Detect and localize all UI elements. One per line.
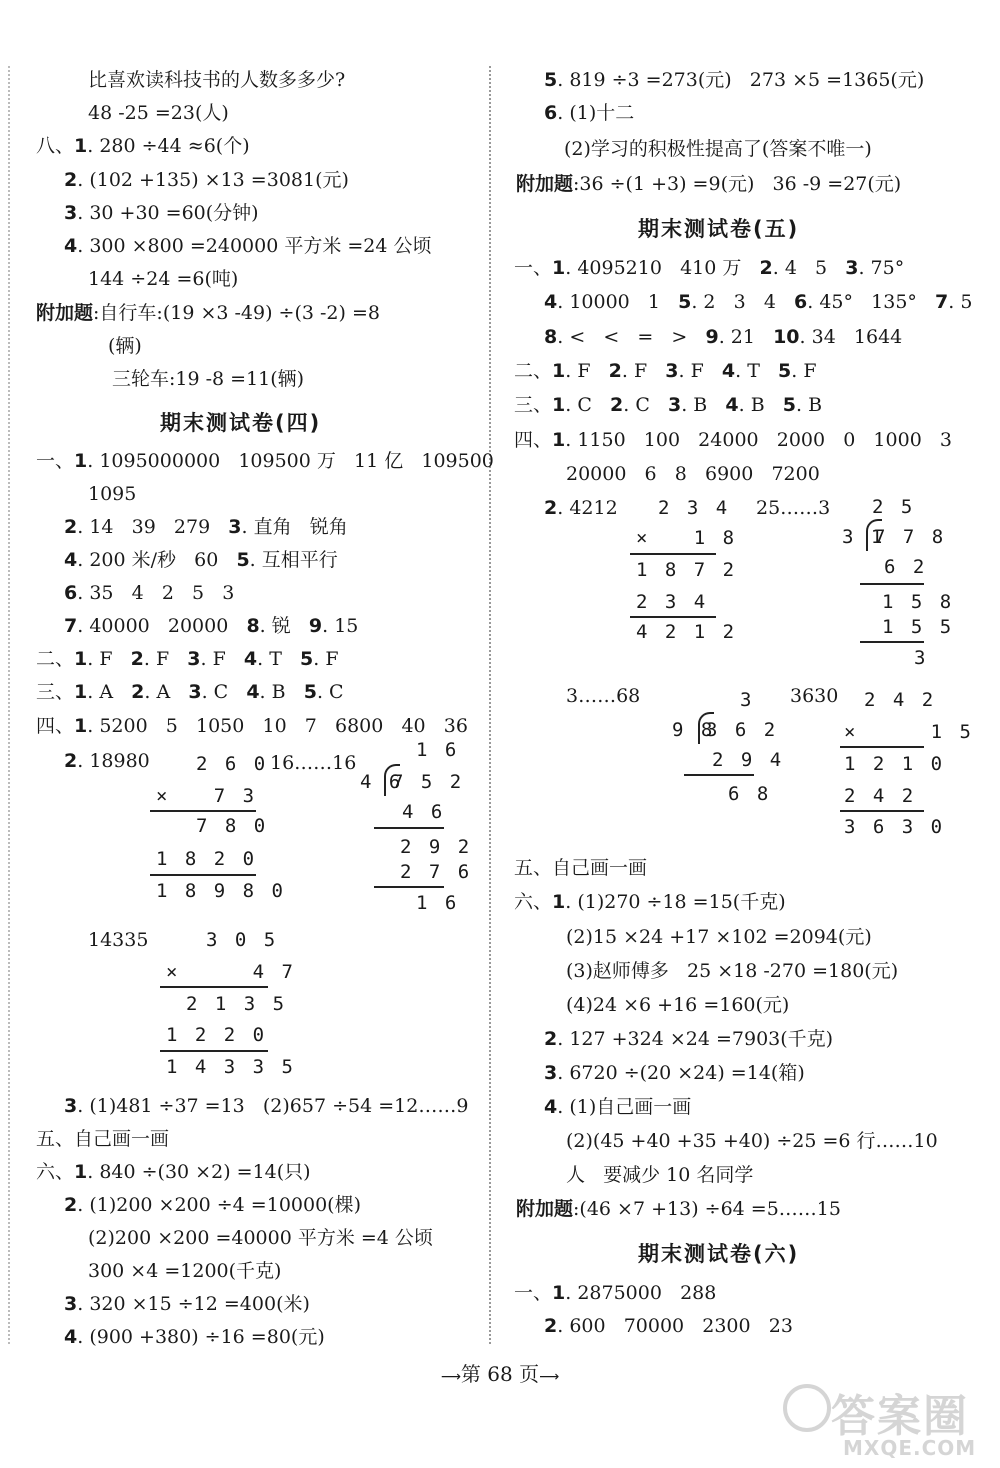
watermark-ring-icon bbox=[783, 1384, 831, 1432]
arrow-icon: ⟶ bbox=[539, 1369, 560, 1385]
text-line: 20000 6 8 6900 7200 bbox=[566, 463, 820, 485]
text-line: (4)24 ×6 +16 =160(元) bbox=[566, 994, 790, 1016]
text-line: 2. 18980 bbox=[64, 750, 150, 772]
section-title: 期末测试卷(五) bbox=[638, 217, 800, 241]
calc-row: 2 7 6 bbox=[400, 861, 473, 883]
calc-row: 4 6 bbox=[402, 801, 446, 823]
calc-row: 1 8 2 0 bbox=[156, 848, 258, 870]
text-line: 附加题:36 ÷(1 +3) =9(元) 36 -9 =27(元) bbox=[516, 173, 902, 195]
text-line: 2. (1)200 ×200 ÷4 =10000(棵) bbox=[64, 1194, 361, 1216]
calc-divisor: 4 6 bbox=[360, 771, 404, 793]
text-line: 人 要减少 10 名同学 bbox=[566, 1164, 754, 1186]
text-line: 4. (900 +380) ÷16 =80(元) bbox=[64, 1326, 325, 1348]
calc-bar bbox=[150, 810, 256, 812]
calc-row: 1 8 9 8 0 bbox=[156, 880, 286, 902]
watermark-logo bbox=[783, 1380, 988, 1462]
product-label: 14335 bbox=[88, 929, 149, 951]
text-line: 8. < < = > 9. 21 10. 34 1644 bbox=[544, 326, 903, 348]
calc-quotient: 1 6 bbox=[416, 739, 460, 761]
calc-bar bbox=[840, 746, 924, 748]
calc-row: 2 9 2 bbox=[400, 836, 473, 858]
calc-divisor: 9 8 bbox=[672, 719, 716, 741]
calc-row: 6 8 bbox=[728, 783, 772, 805]
text-line: 3. 6720 ÷(20 ×24) =14(箱) bbox=[544, 1062, 805, 1084]
text-line: (3)赵师傅多 25 ×18 -270 =180(元) bbox=[566, 960, 899, 982]
text-line: 2. 4212 bbox=[544, 497, 618, 519]
text-line: 2. 14 39 279 3. 直角 锐角 bbox=[64, 516, 348, 538]
watermark-text: 答案圈 bbox=[831, 1391, 969, 1442]
text-line: 一、1. 4095210 410 万 2. 4 5 3. 75° bbox=[514, 257, 905, 279]
calc-row: 1 5 8 bbox=[882, 591, 955, 613]
text-line: 比喜欢读科技书的人数多多少? bbox=[88, 69, 346, 91]
text-line: (2)15 ×24 +17 ×102 =2094(元) bbox=[566, 926, 872, 948]
text-line: 2. (102 +135) ×13 =3081(元) bbox=[64, 169, 349, 191]
calc-row: 3 bbox=[914, 647, 929, 669]
text-line: 二、1. F 2. F 3. F 4. T 5. F bbox=[36, 648, 339, 670]
calc-row: 2 6 0 bbox=[196, 753, 269, 775]
arrow-icon: ⟶ bbox=[440, 1369, 461, 1385]
division-result-label: 25……3 bbox=[756, 497, 831, 519]
calc-row: 3 0 5 bbox=[206, 929, 279, 951]
text-line: 四、1. 1150 100 24000 2000 0 1000 3 bbox=[514, 429, 952, 451]
text-line: 6. 35 4 2 5 3 bbox=[64, 582, 235, 604]
text-line: 4. (1)自己画一画 bbox=[544, 1096, 692, 1118]
text-line: 300 ×4 =1200(千克) bbox=[88, 1260, 282, 1282]
calc-bar bbox=[150, 874, 256, 876]
calc-bar bbox=[684, 774, 754, 776]
calc-row: × 4 7 bbox=[166, 961, 296, 983]
text-line: 2. 127 +324 ×24 =7903(千克) bbox=[544, 1028, 834, 1050]
text-line: 4. 200 米/秒 60 5. 互相平行 bbox=[64, 549, 338, 571]
text-line: (2)200 ×200 =40000 平方米 =4 公顷 bbox=[88, 1227, 433, 1249]
text-line: 144 ÷24 =6(吨) bbox=[88, 268, 239, 290]
text-line: 一、1. 2875000 288 bbox=[514, 1282, 717, 1304]
calc-row: 2 4 2 bbox=[864, 689, 937, 711]
text-line: 4. 10000 1 5. 2 3 4 6. 45° 135° 7. 5 bbox=[544, 291, 973, 313]
calc-row: 1 2 1 0 bbox=[844, 753, 946, 775]
text-line: 6. (1)十二 bbox=[544, 102, 635, 124]
left-edge-line bbox=[8, 66, 10, 1344]
text-line: 五、自己画一画 bbox=[36, 1128, 170, 1150]
text-line: (2)学习的积极性提高了(答案不唯一) bbox=[564, 138, 872, 160]
calc-row: 7 8 0 bbox=[196, 815, 269, 837]
calc-row: 3 6 3 0 bbox=[844, 816, 946, 838]
calc-row: 1 4 3 3 5 bbox=[166, 1056, 296, 1078]
text-line: 六、1. 840 ÷(30 ×2) =14(只) bbox=[36, 1161, 311, 1183]
calc-row: 1 8 7 2 bbox=[636, 559, 738, 581]
calc-row: 1 2 2 0 bbox=[166, 1024, 268, 1046]
calc-row: × 1 5 bbox=[844, 721, 974, 743]
text-line: (2)(45 +40 +35 +40) ÷25 =6 行……10 bbox=[566, 1130, 938, 1152]
calc-row: × 1 8 bbox=[636, 527, 738, 549]
calc-row: 1 6 bbox=[416, 892, 460, 914]
text-line: 7. 40000 20000 8. 锐 9. 15 bbox=[64, 615, 359, 637]
text-line: 附加题:(46 ×7 +13) ÷64 =5……15 bbox=[516, 1198, 841, 1220]
text-line: (辆) bbox=[108, 335, 142, 357]
section-title: 期末测试卷(四) bbox=[160, 411, 322, 435]
text-line: 3. 30 +30 =60(分钟) bbox=[64, 202, 259, 224]
calc-bar bbox=[630, 616, 716, 618]
calc-bar bbox=[860, 641, 924, 643]
text-line: 五、自己画一画 bbox=[514, 857, 648, 879]
calc-row: 6 2 bbox=[884, 556, 928, 578]
text-line: 二、1. F 2. F 3. F 4. T 5. F bbox=[514, 360, 817, 382]
text-line: 3. 320 ×15 ÷12 =400(米) bbox=[64, 1293, 310, 1315]
text-line: 2. 600 70000 2300 23 bbox=[544, 1315, 793, 1337]
division-result-label: 16……16 bbox=[270, 752, 357, 774]
calc-bar bbox=[374, 827, 444, 829]
calc-row: 2 1 3 5 bbox=[186, 993, 288, 1015]
calc-bar bbox=[160, 1050, 268, 1052]
calc-row: 2 9 4 bbox=[712, 749, 785, 771]
calc-row: 4 2 1 2 bbox=[636, 621, 738, 643]
calc-bar bbox=[630, 553, 716, 555]
text-line: 一、1. 1095000000 109500 万 11 亿 109500 bbox=[36, 450, 494, 472]
text-line: 4. 300 ×800 =240000 平方米 =24 公顷 bbox=[64, 235, 432, 257]
calc-quotient: 2 5 bbox=[872, 496, 916, 518]
text-line: 附加题:自行车:(19 ×3 -49) ÷(3 -2) =8 bbox=[36, 302, 380, 324]
product-label: 3630 bbox=[790, 685, 839, 707]
column-divider bbox=[489, 66, 491, 1344]
text-line: 四、1. 5200 5 1050 10 7 6800 40 36 bbox=[36, 715, 468, 737]
calc-dividend: 3 6 2 bbox=[706, 719, 779, 741]
calc-bar bbox=[840, 810, 924, 812]
watermark-url: MXQE.COM bbox=[843, 1436, 977, 1460]
page-number: ⟶第 68 页⟶ bbox=[440, 1362, 560, 1386]
text-line: 三、1. C 2. C 3. B 4. B 5. B bbox=[514, 394, 823, 416]
calc-bar bbox=[160, 986, 268, 988]
calc-row: 2 4 2 bbox=[844, 785, 917, 807]
text-line: 三、1. A 2. A 3. C 4. B 5. C bbox=[36, 681, 344, 703]
text-line: 六、1. (1)270 ÷18 =15(千克) bbox=[514, 891, 786, 913]
calc-row: 2 3 4 bbox=[636, 591, 709, 613]
text-line: 5. 819 ÷3 =273(元) 273 ×5 =1365(元) bbox=[544, 69, 925, 91]
calc-quotient: 3 bbox=[740, 689, 755, 711]
calc-row: × 7 3 bbox=[156, 785, 258, 807]
division-result-label: 3……68 bbox=[566, 685, 641, 707]
calc-dividend: 7 7 8 bbox=[874, 526, 947, 548]
text-line: 八、1. 280 ÷44 ≈6(个) bbox=[36, 135, 250, 157]
calc-bar bbox=[860, 583, 924, 585]
calc-bar bbox=[374, 886, 444, 888]
text-line: 1095 bbox=[88, 483, 137, 505]
text-line: 三轮车:19 -8 =11(辆) bbox=[112, 368, 305, 390]
calc-dividend: 7 5 2 bbox=[392, 771, 465, 793]
calc-row: 2 3 4 bbox=[658, 497, 731, 519]
calc-divisor: 3 1 bbox=[842, 526, 886, 548]
text-line: 3. (1)481 ÷37 =13 (2)657 ÷54 =12……9 bbox=[64, 1095, 469, 1117]
calc-row: 1 5 5 bbox=[882, 616, 955, 638]
text-line: 48 -25 =23(人) bbox=[88, 102, 229, 124]
section-title: 期末测试卷(六) bbox=[638, 1242, 800, 1266]
